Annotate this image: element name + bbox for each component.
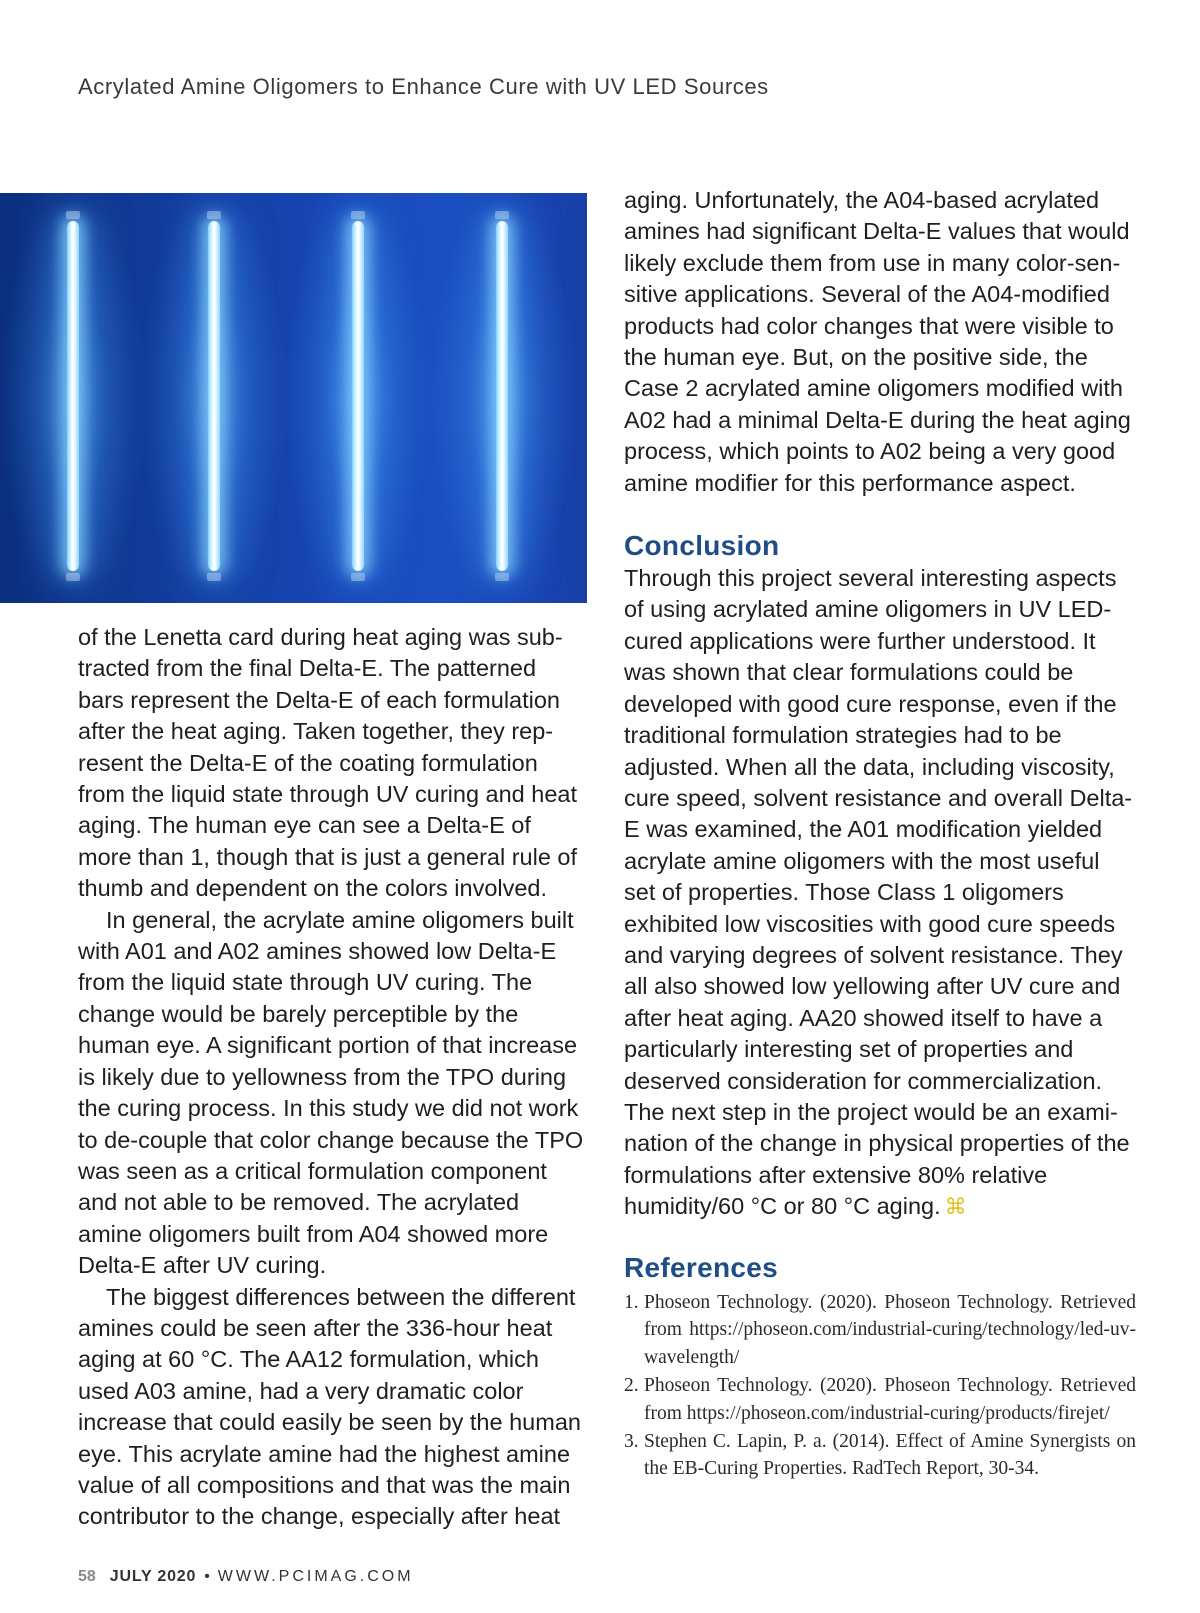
conclusion-heading: Conclusion: [624, 530, 780, 562]
conclusion-text: Through this project several interesting aspects of using acrylated amine oligomers in UV LED-cured applications were further understood. It was shown that clear formulations could be developed with good cure response, even if the traditional formulation strategies had to be adjusted. When all the data, including viscosity, cure speed, solvent resistance and overall Delta-E was examined, the A01 modification yielded acrylate amine oligomers with the most useful set of properties. Those Class 1 oligomers exhibited low viscosities with good cure speeds and varying degrees of solvent resistance. They all also showed low yellowing after UV cure and after heat aging. AA20 showed itself to have a particularly interesting set of properties and deserved consideration for commercialization. The next step in the project would be an examination of the change in physical properties of the formulations after extensive 80% relative humidity/60 °C or 80 °C aging.: [624, 565, 1133, 1220]
body-paragraph: In general, the acrylate amine oligomers built with A01 and A02 amines showed low Delta-E from the liquid state through UV curing. The change would be barely perceptible by the human eye. A significant portion of that increase is likely due to yellowness from the TPO during the curing process. In this study we did not work to de-couple that color change because the TPO was seen as a critical formulation component and not able to be removed. The acrylated amine oligomers built from A04 showed more Delta-E after UV curing.: [78, 906, 584, 1279]
references-heading: References: [624, 1251, 778, 1283]
end-mark-icon: ⌘: [944, 1194, 967, 1220]
page-number: 58: [78, 1568, 96, 1585]
running-title: Acrylated Amine Oligomers to Enhance Cure with UV LED Sources: [78, 74, 769, 99]
uv-led-tubes-photo: [0, 193, 587, 603]
reference-item: [624, 1372, 1136, 1428]
page-footer: [78, 1568, 414, 1586]
right-column: [624, 185, 1136, 1483]
body-paragraph: aging. Unfortunately, the A04-based acrylated amines had significant Delta-E values that would likely exclude them from use in many color-sensitive applications. Several of the A04-modified products had color changes that were visible to the human eye. But, on the positive side, the Case 2 acrylated amine oligomers modified with A02 had a minimal Delta-E during the heat aging process, which points to A02 being a very good amine modifier for this performance aspect.: [624, 187, 1131, 496]
reference-number: 1.: [624, 1291, 639, 1313]
conclusion-paragraph: [624, 563, 1136, 1223]
website-link[interactable]: WWW.PCIMAG.COM: [217, 1568, 414, 1585]
reference-list: [624, 1289, 1136, 1484]
issue-date: JULY 2020: [109, 1568, 197, 1585]
body-paragraph: of the Lenetta card during heat aging was subtracted from the final Delta-E. The patterned bars represent the Delta-E of each formulation after the heat aging. Taken together, they represent the Delta-E of the coating formulation from the liquid state through UV curing and heat aging. The human eye can see a Delta-E of more than 1, though that is just a general rule of thumb and dependent on the colors involved.: [78, 624, 578, 902]
reference-text: Phoseon Technology. (2020). Phoseon Technology. Retrieved from https://phoseon.com/industrial-curing/technology/led-uv-wavelength/: [644, 1291, 1136, 1369]
reference-item: [624, 1428, 1136, 1484]
reference-number: 3.: [624, 1430, 639, 1452]
reference-item: [624, 1289, 1136, 1372]
left-column: [78, 622, 588, 1533]
footer-separator: •: [204, 1568, 210, 1585]
body-paragraph: The biggest differences between the different amines could be seen after the 336-hour heat aging at 60 °C. The AA12 formulation, which used A03 amine, had a very dramatic color increase that could easily be seen by the human eye. This acrylate amine had the highest amine value of all compositions and that was the main contributor to the change, especially after heat: [78, 1283, 581, 1530]
reference-number: 2.: [624, 1374, 639, 1396]
reference-text: Phoseon Technology. (2020). Phoseon Technology. Retrieved from https://phoseon.com/industrial-curing/products/firejet/: [644, 1374, 1136, 1424]
reference-text: Stephen C. Lapin, P. a. (2014). Effect of Amine Synergists on the EB-Curing Properties. RadTech Report, 30-34.: [644, 1430, 1136, 1480]
